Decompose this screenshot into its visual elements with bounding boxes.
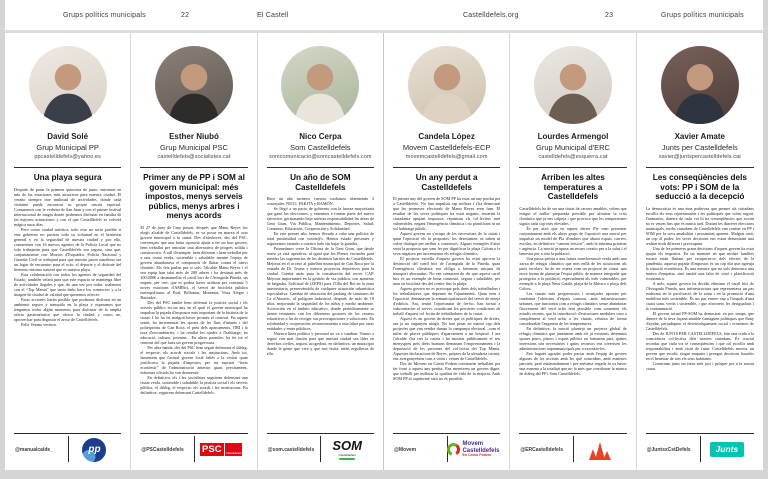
- article-title: Un any perdut a Castelldefels: [415, 173, 478, 192]
- article-body: [267, 196, 374, 430]
- article-body: [393, 196, 500, 430]
- footer-divider: [194, 436, 195, 462]
- column-footer: [393, 433, 500, 465]
- body-paragraph: Les ciutats més progressistes i avançades aposten per combinar l'obertura d'espais comuns, amb infraestructures urbanes, que funcionin com a refugis climàtics sense abandonar l'increment del verd urbà fent possible com constaten els estudis recents, que la introducció d'estructures modulars com a complement al verd urbà, a les ciutats, rebaixa de forma considerable l'augment de les temperatures.: [519, 290, 627, 326]
- body-paragraph: Des de JUNTS PER CASTELLDEFELS, fem una crida a la consciència col·lectiva dels nostres ciutadans. És crucial recordar que cada vot té conseqüències i que cal escollir amb responsabilitat i amb visió de futur. Castelldefels mereix un govern que escolti, tingui empatia i prengui decisions basades en el benestar de tots els seus habitants.: [645, 330, 754, 361]
- body-paragraph: En definitiva: la moció planteja un projecte global de refugis climàtics que juntament amb els ja existents determini quines parcs, places i espais públics en formaran part, quines inversions són necessàries i quins recursos ens ofereixen les administracions supramunicipals per a executar-les.: [519, 325, 627, 351]
- body-paragraph: Prometimos crear la Oficina de la Gent Gran, que desde enero ya está operativa, al igual que los Plenos vecinales para atender las sugerencias de los distintos barrios de Castelldefels. Mejoras en el acceso al pabellón municipal de Can Roca por la entrada de Dr. Trueta y nuevos proyectos deportivos para la ciudad. Cuenta atrás para la constitución del tercer CAP. Mejoras importantes en la gestión de vía pública, con aumento de brigadas. Solicitud de (ZEPA) para l'Olla del Rei en la zona universitaria, preservándola de cualquier actuación urbanística especulativa. Cambio de ubicación del parking de camiones de Ca n'Aimeric, al polígono industrial, después de más de 18 años, mejorando la seguridad de los niños y medio ambiente. Activación en el ámbito educativo, donde periódicamente se tienen reuniones con los diferentes gestores de los centros educativos a fin de recoger sus preocupaciones y soluciones. En solidaridad y cooperación, reconocimiento a esta labor por otras entidades y entes públicos.: [266, 246, 374, 332]
- body-paragraph: A més, aquest govern ha decidit eliminar el carril bici de l'Avinguda Pineda, una infraestructura que representava un pas endavant en la pacificació de la zona i en la promoció d'una mobilitat més sostenible. És un pas enrere cap a l'impuls d'una ciutat sana, verda i sostenible, i que afavoreix les desigualtats i la contaminació.: [645, 280, 754, 311]
- magazine-spread: [5, 0, 763, 470]
- body-paragraph: Una de les primeres grans decisions d'aquest govern ha estat apujar els impostos. En un moment en què moltes famílies encara estan lluitant per recuperar-se dels efectes de la pandèmia, aquesta pujada d'impostos és un cop dur que agreuja la situació econòmica. És una mesura que no sols demostra una manca d'empatia, sinó també una falta de visió i planificació econòmica.: [645, 245, 754, 281]
- body-paragraph: Pero como ciudad turística, todo esto no sería posible si este gobierno no pusiera toda su voluntad en el bienestar general y en la seguridad de nuestra ciudad y por ello, contaremos con 16 nuevos agentes de la Policía Local que no solo trabajarán para que Castelldefels sea segura, sino que, conjuntamente con Mossos d'Esquadra, Policía Nacional y Guardia Civil se trabajará para que nuestro paseo marítimo sea un lugar de encuentro para el ocio, el deporte y el disfrute del hermoso entorno natural que es nuestra playa.: [14, 226, 122, 272]
- email-address: castelldefels@socialistes.cat: [157, 154, 231, 160]
- pp-logo: [68, 438, 122, 462]
- movem-wordmark: Movem: [462, 441, 484, 448]
- body-paragraph: En definitiva, els i les socialistes seguirem defensant una ciutat verda, sostenible i saludable, la justícia social i els serveis públics, el diàleg, el respecte, els acords i les institucions. En definitiva: seguirem defensant Castelldefels.: [140, 374, 248, 395]
- author-name: Lourdes Armengol: [537, 132, 609, 141]
- group-name: Movem Castelldefels-ECP: [402, 143, 491, 152]
- body-paragraph: Des del PSC també hem defensat la justícia social i els serveis públics en un any en el qual el govern municipal ha impulsat la pujada d'impostos més important de la història de la ciutat. I ho ha fet malgrat haver promès el contrari. En aquest sentit, ha incrementat les quotes de les llars d'infants i del poliesportiu de Can Roca, el preu dels aparcaments, l'IBI i la taxa d'escombraries, i ha retallat les ajudes a l'habitatge, en educació, cultura, joventut... En altres paraules: ha fet tot el contrari del que faria un govern progressista.: [140, 299, 248, 345]
- email-address: ppcastelldefels@yahoo.es: [34, 154, 102, 160]
- column-movem: [384, 33, 510, 470]
- footer-divider: [700, 436, 701, 462]
- title-divider: [646, 167, 754, 168]
- body-paragraph: Per altra banda, des del PSC hem seguit defensant el diàleg, el respecte, els acords socials i les institucions. Amb tot, lamentem que l'actual govern local faltés a la veritat quan justificava la pujada d'impostos per un suposat “forat econòmic” de l'administració anterior quan, precisament, informes oficials ho van desmentir.: [140, 344, 248, 375]
- article-title: Una playa segura: [33, 173, 102, 182]
- som-logo: [320, 439, 374, 460]
- person-silhouette: [281, 46, 359, 124]
- columns-container: [5, 33, 763, 470]
- body-paragraph: Una passa prèvia a una futura transformació verda amb una xarxa de refugis climàtics que més enllà de les actuacions als patis escolars, ha de ser estesa com un projecte de ciutat, una nova forma de plantejar l'espai públic de manera integrada que protegeixi a la població, especialment als més vulnerables, per exemple a la plaça Neus Català, plaça de la Música o plaça dels Colors.: [519, 255, 627, 291]
- email-address: somcomunicacio@somcastelldefels.com: [269, 154, 372, 160]
- article-body: [140, 225, 247, 430]
- body-paragraph: Esta colaboración con todos los agentes de seguridad del Estado, también velará para que este espacio se mantenga libre de actividades ilegales y que, de una vez por todas, acabemos con el “Top Manta” que tanto daño hace los comercios y a la imagen de ciudad de calidad que queremos ofrecer.: [14, 271, 122, 297]
- body-paragraph: Aquest govern no es preocupa pels drets dels treballadors i les treballadores que depenen de l'ajuntament. Quan eren a l'oposició, demanaven la remunicipalització del servei de neteja d'edificis. Ara, tenint l'oportunitat de fer-ho, han tornat a subcontractar el servei, cronificant les precàries condicions de treball d'aquest col·lectiu de treballadores de la ciutat.: [392, 286, 501, 317]
- body-paragraph: Nuestra línea política y personal no va a cambiar. Vamos a seguir con más ilusión para que nuestra ciudad sea líder en derechos civiles, segura, acogedora, en definitiva, un municipio donde la gente que vive y que nos visita, estén orgullosos de ella.: [266, 331, 374, 357]
- article-body: [646, 206, 754, 430]
- body-paragraph: Des de Movem en Comú Podem continuem treballant per fer front a aquest any perdut. Ens mereixem un govern digne, que treballi per millorar la qualitat de vida de la majoria. Amb SOM PP al capdavant això no és possible.: [392, 361, 501, 382]
- column-footer: [519, 433, 626, 465]
- portrait-photo: [155, 46, 233, 124]
- social-handle: @JuntsxCstDefels: [646, 446, 691, 453]
- article-title: Les conseqüències dels vots: PP i SOM de la seducció a la decepció: [652, 173, 747, 202]
- article-title: Un año de SOM Castelldefels: [290, 173, 351, 192]
- body-paragraph: Estas acciones harán posible que podamos disfrutar en un ambiente seguro y tranquilo en la playa y esperamos que tengamos todos algún momento para disfrutar de la amplia oferta gastronómica que ofrece la ciudad y como no, aprovechar para degustar el arroz de Castelldefels.: [14, 296, 122, 322]
- page-number-left: 22: [181, 12, 190, 19]
- person-silhouette: [408, 46, 486, 124]
- social-handle: @Movem: [393, 446, 417, 453]
- portrait-photo: [408, 46, 486, 124]
- movem-logo: [447, 441, 501, 458]
- portrait-photo: [29, 46, 107, 124]
- body-paragraph: Aquest és un govern de dretes que fa polítiques de dretes, ara ja no enganyen ningú. No han posat en marxa cap dels projectes que van vendre durant la campanya electoral –com el miler de places públiques d'aparcament o un hospital. I ara l'alcalde s'ha tret la careta i ha mostrat públicament el seu menyspreu pels drets humans demanant l'empresonament i la deportació de les persones del col·lectiu del Top Manta. Aquestes declaracions de Reyes, pròpies de la ultradreta racista, ens avergonyeixen com a veïns i veïnes de Castelldefels.: [392, 316, 501, 362]
- author-name: Xavier Amate: [674, 132, 725, 141]
- column-footer: [140, 433, 247, 465]
- group-name: Grup Municipal PSC: [160, 143, 228, 152]
- group-name: Junts per Castelldefels: [661, 143, 738, 152]
- body-paragraph: És per això que en aquest darrer Ple vam presentar conjuntament amb els altres grups de l'oposició una moció per impulsar un model de Pla d'ombres que abasti espais, carrers, escoles, en definitiva “camins frescos”, amb la màxima prioritat i urgència. La moció proposa un recurs creatiu per a la salut i el benestar per a tota la població.: [519, 225, 627, 256]
- group-name: Grup Municipal PP: [36, 143, 99, 152]
- column-psc: [131, 33, 257, 470]
- page-number-right: 23: [605, 12, 614, 19]
- article-title: Primer any de PP i SOM al govern municipal: més impostos, menys serveis públics, menys arbres i menys acords: [143, 173, 245, 221]
- psc-logo: [194, 443, 248, 457]
- som-city-label: Castelldefels: [338, 453, 356, 457]
- social-handle: @ERCastelldefels: [520, 446, 563, 453]
- title-divider: [267, 167, 374, 168]
- body-paragraph: Hace un año tuvimos vuestra confianza obteniendo 3 concejales. NICO, PAKITA y RAMÓN.: [266, 196, 374, 207]
- body-paragraph: El primer any del govern de SOM PP ha estat un any perdut per a Castelldefels. No han impulsat cap millora i s'ha demostrat que les promeses electorals de Manu Reyes eren fum. El resultat de les seves polítiques ha estat negatiu, encarint la ciutadania apujant impostos, reprimint els col·lectius més vulnerables, negant l'emergència climàtica i no planificant ni un sol habitatge públic.: [392, 196, 501, 232]
- author-name: Nico Cerpa: [299, 132, 342, 141]
- footer-divider: [68, 436, 69, 462]
- email-address: castelldefels@esquerra.cat: [538, 154, 608, 160]
- article-body: [14, 187, 121, 430]
- body-paragraph: Después de pasar la primera quincena de junio, entramos en una de las estaciones más atractivas para nuestra ciudad. El verano siempre trae multitud de actividades, donde cada visitante puede encontrar su propio rincón especial. Contaremos con la verbena de San Juan y con el primer festival internacional de magia donde podremos disfrutar en familia de las mejores actuaciones y con el que Castelldefels se volverá mágica unos días.: [14, 186, 122, 227]
- movem-circle-icon: [447, 443, 460, 456]
- body-paragraph: Construïm junts un futur més just i pròsper per a la nostra ciutat.: [645, 360, 754, 371]
- person-silhouette: [534, 46, 612, 124]
- author-name: Candela López: [418, 132, 475, 141]
- social-handle: @manualcalde_: [15, 446, 53, 453]
- column-pp: [5, 33, 131, 470]
- portrait-photo: [281, 46, 359, 124]
- article-title: Arriben les altes temperatures a Castelldefels: [541, 173, 605, 202]
- title-divider: [519, 167, 626, 168]
- publication-title: El Castell: [257, 12, 289, 19]
- section-name-left: Grups polítics municipals: [63, 12, 146, 19]
- section-name-right: Grups polítics municipals: [661, 12, 744, 19]
- junts-logo: [700, 442, 754, 457]
- person-silhouette: [29, 46, 107, 124]
- column-footer: [14, 433, 121, 465]
- column-junts: [637, 33, 763, 470]
- person-silhouette: [155, 46, 233, 124]
- body-paragraph: Aquest govern no s'ocupa de les necessitats de la ciutat i quan l'oposició els fa propostes, les desestimen: ni saben ni volen dialogar per arribar a consensos. Alguns exemples d'això seria la proposta que vam fer per dignificar la plaça Colom o la seva negativa per incrementar els refugis climàtics.: [392, 231, 501, 257]
- footer-divider: [573, 436, 574, 462]
- pp-circle-icon: pp: [82, 438, 106, 462]
- portrait-photo: [534, 46, 612, 124]
- column-som: [258, 33, 384, 470]
- body-paragraph: El 27 de juny de l'any passat, després que Manu Reyes fos elegit alcalde de Castelldefels, es va posar en marxa el nou govern municipal a la ciutat. Des d'aleshores, des del PSC, convençuts que una bona oposició ajuda a fer un bon govern, hem treballat per articular una alternativa de progrés sòlida i constructiva. A tall d'exemple, hem defensat i hem treballat per a una ciutat verda, sostenible i saludable mentre l'equip de govern abandonava el compromís de lluitar contra el canvi climàtic. Els fets parlen per si sols: l'alcalde Manu Reyes i el seu equip han talat més de 200 arbres i ha destinat més de 100.000€ a desmantellar el carril bici de l'Avinguda Pineda, un import, per cert, que es podria haver utilitzat per construir 5 noves estacions d'AMBici, el servei de bicicleta pública metropolitana, al Poal, Bellamar, Montmar, Vista Alegre i Baixador.: [140, 224, 248, 300]
- group-name: Som Castelldefels: [290, 143, 351, 152]
- som-wordmark: SOM: [332, 438, 362, 453]
- body-paragraph: El govern actual PP-SOM ha demostrat, en poc temps, que darrere de la seva façana amable s'amaguen polítiques que lluny d'ajudar, perjudiquen el desenvolupament social i econòmic de Castelldefels.: [645, 310, 754, 331]
- title-divider: [14, 167, 121, 168]
- social-handle: @PSCastelldefels: [141, 446, 184, 453]
- movem-city-label: Castelldefels: [462, 447, 500, 454]
- psc-wordmark: PSC: [202, 443, 222, 455]
- footer-divider: [320, 436, 321, 462]
- social-handle: @som.castelldefels: [267, 446, 315, 453]
- body-paragraph: Castelldefels ha de ser una ciutat de carrers amables, volem que estigui el millor preparada possible per afrontar la crisi climàtica que ja ens colpeja i que provoca que les temperatures siguin cada cop més elevades.: [519, 205, 627, 226]
- som-green-wave-icon: [339, 458, 356, 460]
- column-footer: [646, 433, 754, 465]
- junts-wordmark: Junts: [710, 442, 745, 457]
- body-paragraph: La democràcia és una eina poderosa que permet als ciutadans escollir els seus representants i les polítiques que volen seguir. Tanmateix, darrere de cada vot hi ha conseqüències que sovint no es veuen fins que és massa tard. Durant les darreres eleccions municipals, molts ciutadans de Castelldefels van confiar en PP i SOM per la seva amabilitat i proximitat aparent. Malgrat això, un cop al poder, les seves decisions ens estan demostrant una realitat molt diferent i preocupant.: [645, 205, 754, 246]
- email-address: movemcastelldefels@gmail.com: [405, 154, 488, 160]
- body-paragraph: Se llegó a un pacto de gobierno con la fuerza mayoritaria que ganó las elecciones, y entramos a formar parte del nuevo ejecutivo, gestionando bajo nuestra responsabilidad las áreas de Gent Gran, Via Pública, Mantenimiento, Deportes, Salud, Consumo, Educación, Cooperación y Solidaridad.: [266, 206, 374, 232]
- page-header: [5, 0, 763, 30]
- column-footer: [267, 433, 374, 465]
- email-address: xavier@juntspercastelldefels.cat: [658, 154, 741, 160]
- group-name: Grup Municipal d'ERC: [535, 143, 610, 152]
- portrait-photo: [661, 46, 739, 124]
- body-paragraph: El projecte estrella d'aquest govern ha estat aprovar la destrucció del carril bici de l'avinguda de la Pineda, quan l'emergència climàtica ens obliga a fomentar mitjans de transport alternatius. No ens cansarem de dir que aquest carril bici és un exemple de bona connexió, segura i saludable, per anar en bicicleta des del centre fins la platja.: [392, 256, 501, 287]
- movem-coalition-label: En Comú Podem: [462, 453, 492, 458]
- person-silhouette: [661, 46, 739, 124]
- erc-peaks-icon: [588, 440, 612, 460]
- publication-website: Castelldefels.org: [463, 12, 519, 19]
- article-body: [519, 206, 626, 430]
- erc-logo: [573, 440, 627, 460]
- author-name: Esther Niubó: [169, 132, 219, 141]
- title-divider: [140, 167, 247, 168]
- author-name: David Solé: [47, 132, 89, 141]
- psc-city-label: Castelldefels: [225, 443, 242, 457]
- body-paragraph: En este primer año, hemos llevado a cabo una política de total proximidad con vosotr@s. Hemos estado presentes y seguiremos estando a vuestro lado sin bajar la guardia.: [266, 231, 374, 247]
- body-paragraph: Ens hagués agradat poder pactar amb l'equip de govern algunes de les accions amb les què coincidim, amb esmenes parcials, però malauradament i per enèsima vegada hi va haver una esmena a la totalitat que no fa més que corroborar la manca de diàleg del PP i Som Castelldefels.: [519, 350, 627, 376]
- title-divider: [393, 167, 500, 168]
- body-paragraph: Feliz Verano vecinos.: [21, 321, 58, 327]
- column-erc: [510, 33, 636, 470]
